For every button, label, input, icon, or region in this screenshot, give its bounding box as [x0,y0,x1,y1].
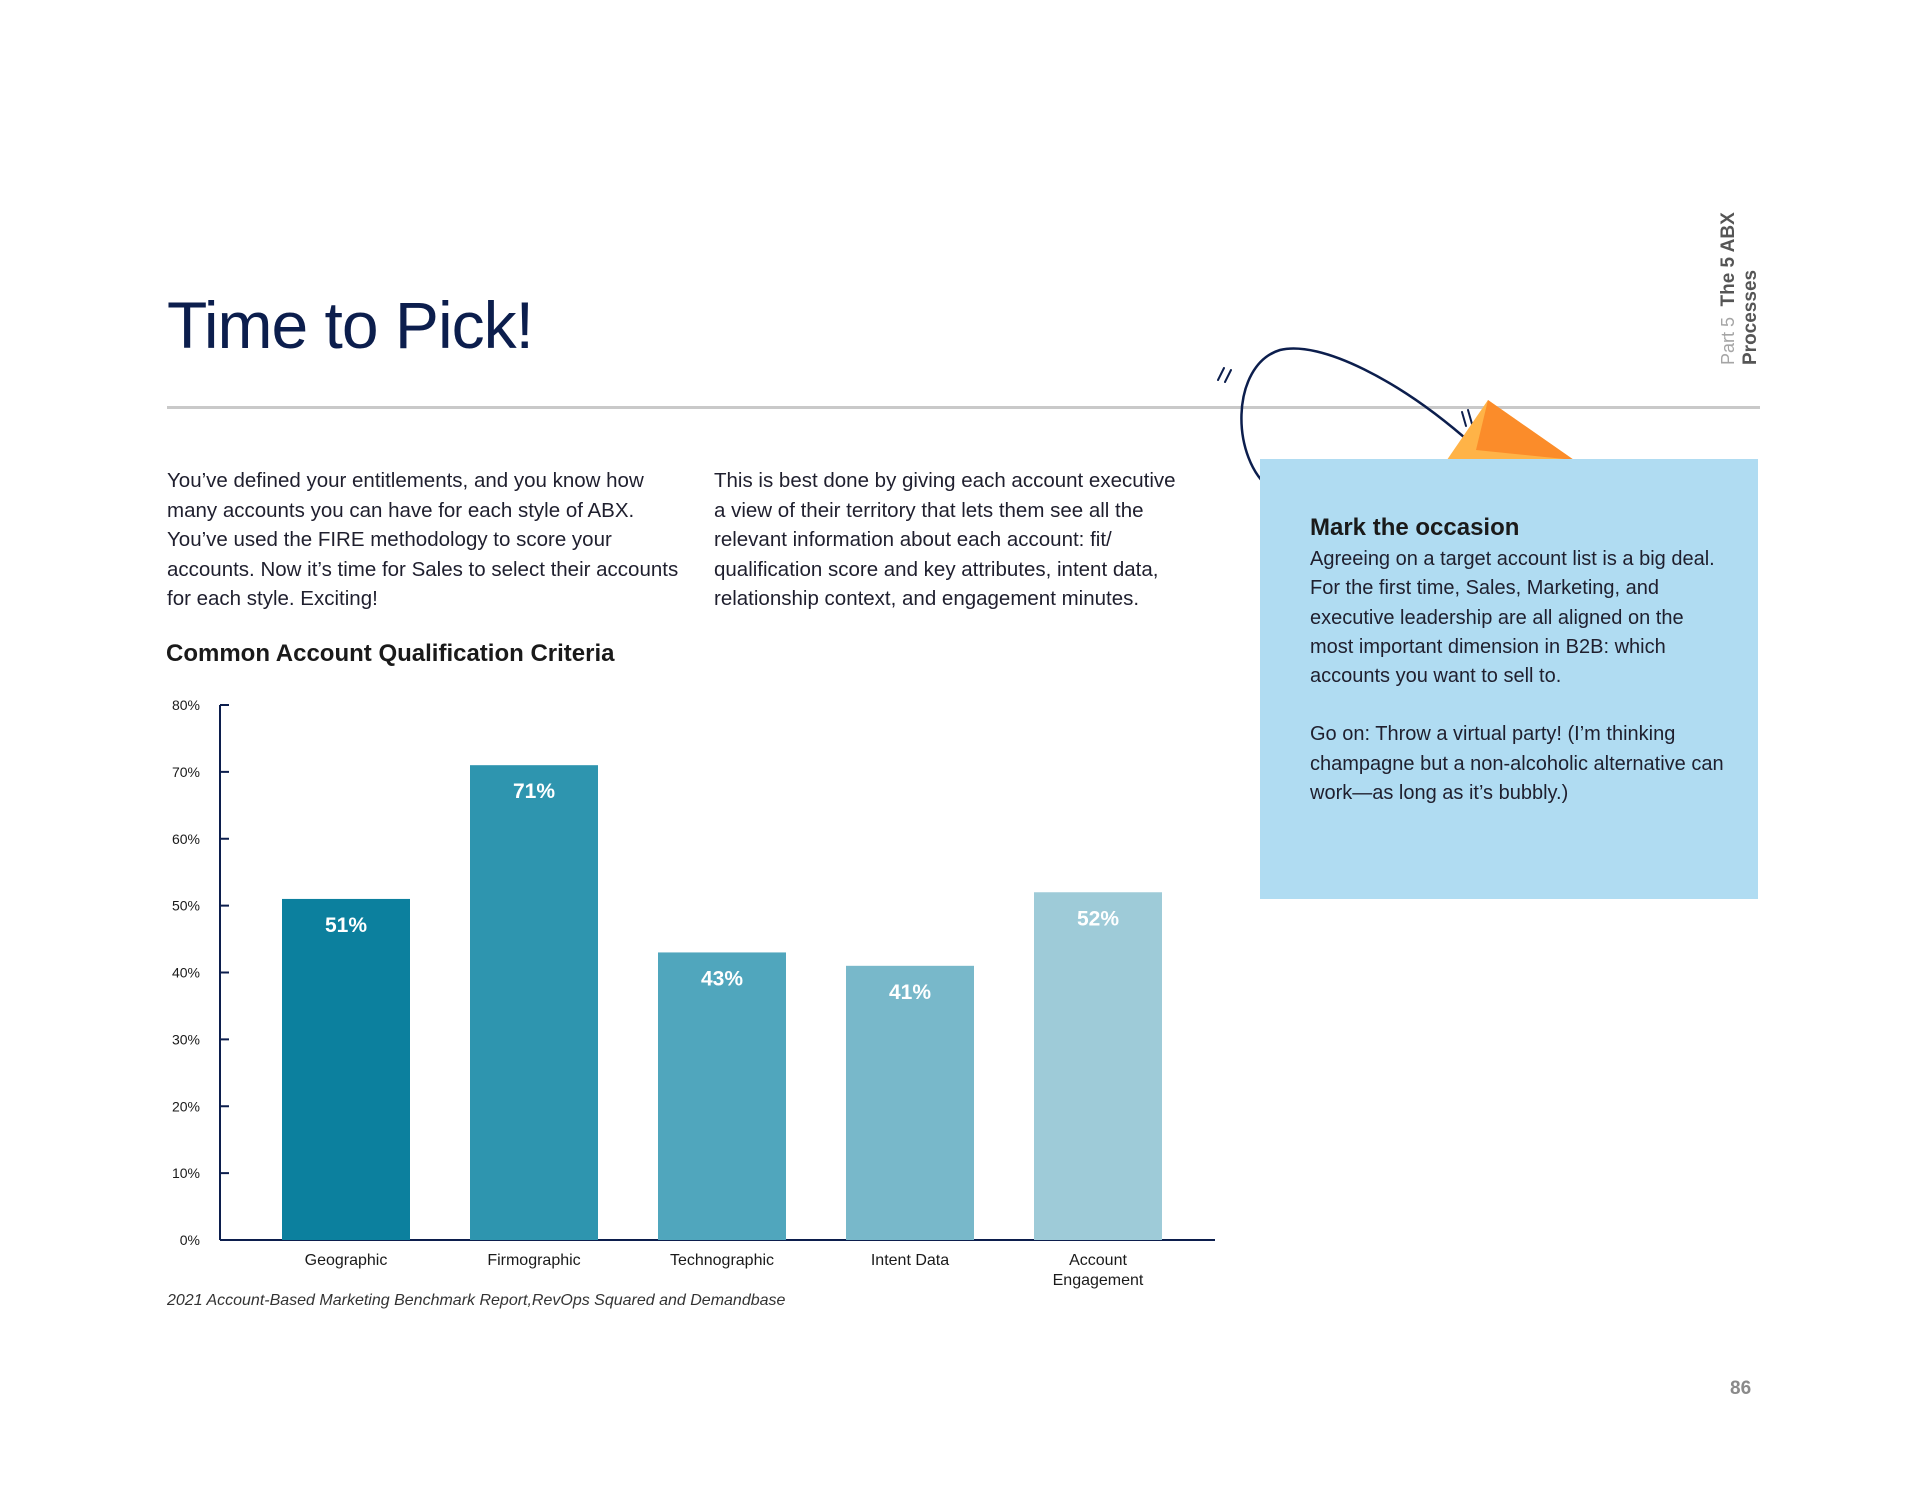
page-title: Time to Pick! [167,288,533,362]
side-label-part: Part 5 [1718,316,1738,365]
y-tick-label: 50% [171,897,200,914]
chart-source: 2021 Account-Based Marketing Benchmark Report,RevOps Squared and Demandbase [167,1292,786,1309]
y-tick-label: 20% [171,1098,200,1115]
x-tick-label: Technographic [669,1252,775,1269]
callout-title: Mark the occasion [1310,514,1520,541]
bar-data-label: 71% [512,780,556,804]
bar [846,966,974,1240]
page-number: 86 [1730,1378,1752,1399]
bar [658,952,786,1240]
callout-paragraph-2: Go on: Throw a virtual party! (I’m thinking champagne but a non-alcoholic alternative can work—as long as it’s bubbly.) [1310,723,1724,805]
y-tick-label: 40% [171,964,200,981]
x-tick-label: Firmographic [487,1252,581,1269]
bar-data-label: 43% [700,967,744,991]
y-tick-label: 60% [171,830,200,847]
bar [470,765,598,1240]
chart-title: Common Account Qualification Criteria [166,640,615,667]
bar-data-label: 52% [1076,907,1120,931]
intro-paragraph-right: This is best done by giving each account executive a view of their territory that lets them see all the relevant information about each account: fit/ qualification score and key attributes, intent data, relationship context, and engagement minutes. [714,469,1176,610]
y-tick-label: 10% [171,1165,200,1182]
y-tick-label: 80% [171,697,200,713]
x-tick-label: Intent Data [870,1252,950,1269]
bar-chart [150,690,1230,1290]
y-tick-label: 30% [171,1031,200,1048]
callout-paragraph-1: Agreeing on a target account list is a big deal. For the first time, Sales, Marketing, and executive leadership are all aligned on the most important dimension in B2B: which accounts you want to sell to. [1310,548,1715,688]
bar [1034,892,1162,1240]
callout-box [1260,459,1758,899]
x-tick-label: Engagement [1052,1272,1144,1289]
bar-data-label: 51% [324,913,368,937]
y-tick-label: 70% [171,763,200,780]
bar [282,899,410,1240]
y-tick-label: 0% [179,1232,200,1248]
callout-body [1310,545,1730,837]
x-tick-label: Account [1069,1252,1127,1269]
bar-data-label: 41% [888,980,932,1004]
x-tick-label: Geographic [304,1252,388,1269]
section-side-label [1718,175,1761,365]
intro-paragraph-left: You’ve defined your entitlements, and you know how many accounts you can have for each style of ABX. You’ve used the FIRE methodology to score your accounts. Now it’s time for Sales to select their accounts for each style. Exciting! [167,469,679,610]
side-label-text: The 5 ABX Processes [1718,212,1761,365]
